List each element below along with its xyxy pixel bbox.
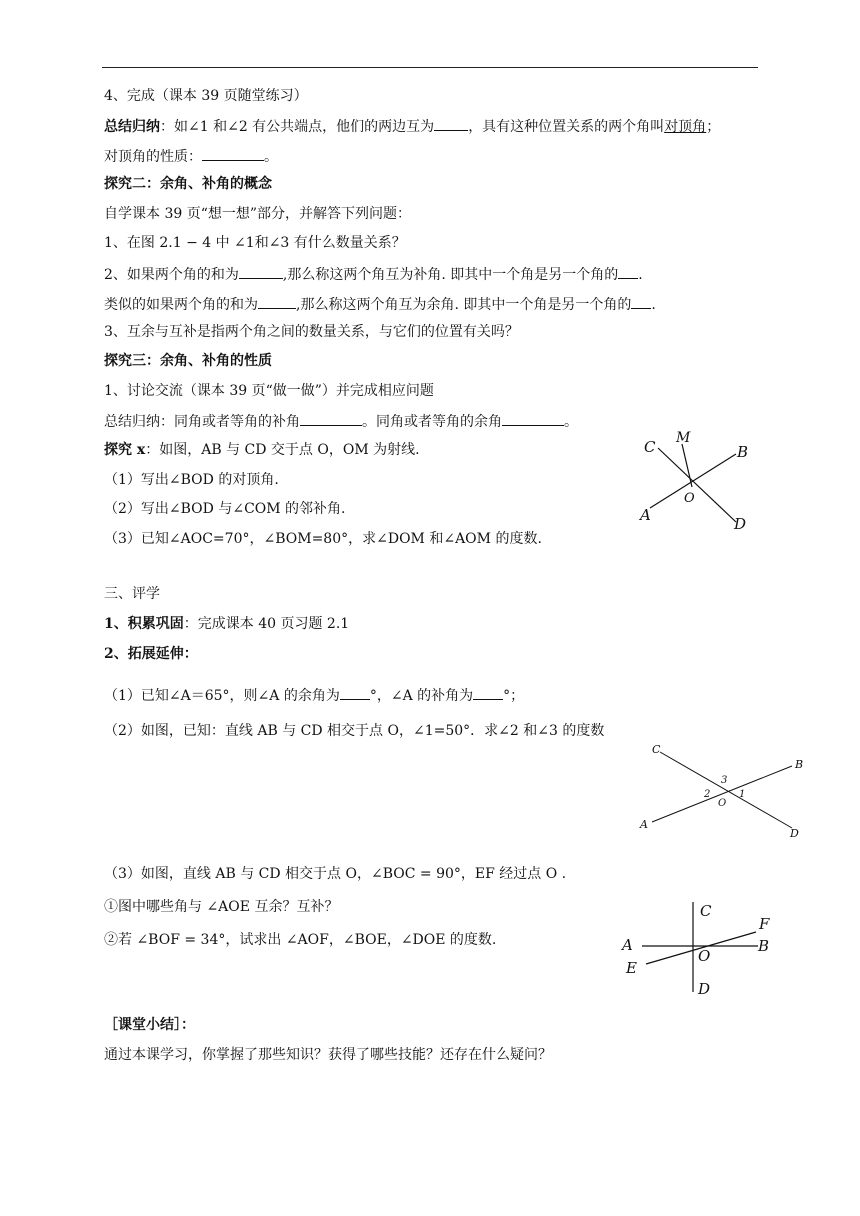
summary-heading: ［课堂小结］： [104,1017,195,1033]
line-4-complete: 4、完成（课本 39 页随堂练习） [104,88,308,104]
explore-x-text: ：如图，AB 与 CD 交于点 O，OM 为射线. [145,442,420,458]
label-M: M [676,430,691,446]
blank-field [300,411,362,426]
section-heading-3: 探究三：余角、补角的性质 [104,353,272,369]
label-O: O [718,798,727,809]
blank-field [258,294,296,309]
label-F: F [759,915,770,933]
ext-q1-text-a: （1）已知∠A＝65°，则∠A 的余角为 [104,688,340,704]
label-D: D [734,515,747,533]
sum2-text-a: 总结归纳：同角或者等角的补角 [104,414,300,430]
label-A: A [622,936,633,954]
question-3: 3、互余与互补是指两个角之间的数量关系，与它们的位置有关吗？ [104,324,519,340]
label-D: D [698,980,711,998]
label-E: E [626,959,637,977]
q2b-text-c: . [651,297,656,313]
figure-intersecting-lines-angles [636,740,811,840]
blank-field [618,264,638,279]
section-evaluate: 三、评学 [104,586,160,602]
extension-heading: 2、拓展延伸： [104,646,198,662]
question-1: 1、在图 2.1 − 4 中 ∠1和∠3 有什么数量关系？ [104,235,406,251]
consolidate-label: 1、积累巩固 [104,616,184,632]
angle-1: 1 [739,789,746,800]
explore-q1: （1）写出∠BOD 的对顶角. [104,472,279,488]
explore-x-label: 探究 x [104,442,146,458]
ext-q1 [104,685,524,705]
label-A: A [640,818,648,831]
explore-x-line [104,441,420,459]
summary-text-b: ，具有这种位置关系的两个角叫 [468,119,665,135]
label-C: C [652,743,661,756]
question-2b [104,294,656,314]
ext-q1-text-b: °，∠A 的补角为 [369,688,474,704]
ext-q3-part1: ①图中哪些角与 ∠AOE 互余？互补？ [104,899,339,915]
ext-q2: （2）如图，已知：直线 AB 与 CD 相交于点 O，∠1=50°．求∠2 和∠3 的度数 [104,723,605,739]
label-B: B [737,443,749,461]
summary-line-1 [104,116,720,136]
property-end: 。 [264,149,278,165]
label-O: O [698,947,711,965]
ext-q3-part2: ②若 ∠BOF = 34°，试求出 ∠AOF，∠BOE，∠DOE 的度数. [104,932,497,948]
discussion-line: 1、讨论交流（课本 39 页“做一做”）并完成相应问题 [104,383,434,399]
self-study-line: 自学课本 39 页“想一想”部分，并解答下列问题： [104,206,412,222]
header-rule [102,67,758,68]
question-2 [104,264,643,284]
angle-2: 2 [704,789,711,800]
label-C: C [644,438,656,456]
q2-text-b: ,那么称这两个角互为补角. 即其中一个角是另一个角的 [282,267,619,283]
label-A: A [640,506,651,524]
summary-label: 总结归纳 [104,119,160,135]
term-vertical-angle: 对顶角 [664,119,707,135]
sum2-text-b: 。同角或者等角的余角 [362,414,502,430]
consolidate-line [104,615,349,633]
property-line [104,146,278,166]
ext-q3: （3）如图，直线 AB 与 CD 相交于点 O，∠BOC = 90°，EF 经过点 O . [104,866,567,882]
q2b-text-a: 类似的如果两个角的和为 [104,297,258,313]
section-heading-2: 探究二：余角、补角的概念 [104,176,272,192]
explore-q2: （2）写出∠BOD 与∠COM 的邻补角. [104,501,346,517]
q2-text-a: 2、如果两个角的和为 [104,267,239,283]
blank-field [631,294,651,309]
summary-text-d: ； [706,119,721,135]
label-B: B [795,758,804,771]
explore-q3: （3）已知∠AOC=70°，∠BOM=80°，求∠DOM 和∠AOM 的度数. [104,531,542,547]
sum2-text-c: 。 [564,414,578,430]
label-D: D [790,827,799,840]
blank-field [340,685,370,700]
label-B: B [758,937,770,955]
property-label: 对顶角的性质： [104,149,202,165]
figure-perpendicular-lines [618,898,778,998]
blank-field [202,146,264,161]
consolidate-text: ：完成课本 40 页习题 2.1 [183,616,350,632]
q2-text-c: . [638,267,643,283]
angle-3: 3 [721,775,728,786]
summary-line-2 [104,411,578,431]
blank-field [502,411,564,426]
q2b-text-b: ,那么称这两个角互为余角. 即其中一个角是另一个角的 [296,297,632,313]
label-C: C [700,902,712,920]
label-O: O [684,491,695,506]
summary-question: 通过本课学习，你掌握了那些知识？获得了哪些技能？还存在什么疑问？ [104,1047,552,1063]
ext-q1-text-c: °； [503,688,525,704]
blank-field [239,264,283,279]
summary-text-a: ：如∠1 和∠2 有公共端点，他们的两边互为 [160,119,435,135]
blank-field [473,685,503,700]
figure-intersecting-lines-ray [636,428,756,533]
blank-field [434,116,468,131]
